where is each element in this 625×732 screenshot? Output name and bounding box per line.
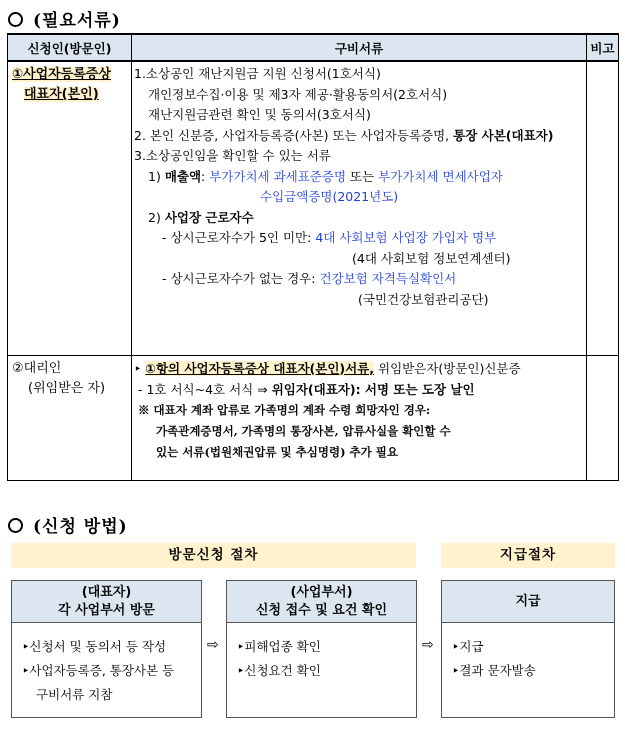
remarks-cell — [587, 61, 619, 355]
list-item: ‣신청요건 확인 — [237, 663, 321, 678]
doc-line: - 1호 서식~4호 서식 ⇒ 위임자(대표자): 서명 또는 도장 날인 — [138, 381, 475, 397]
note-line: 가족관계증명서, 가족명의 통장사본, 압류사실을 확인할 수 — [156, 423, 451, 438]
section-title-application-method: (신청 방법) — [8, 512, 128, 537]
right-arrow-icon: ⇨ — [422, 637, 434, 653]
step-body — [12, 623, 201, 707]
header-documents: 구비서류 — [132, 34, 587, 61]
doc-line: - 상시근로자수가 5인 미만: 4대 사회보험 사업장 가입자 명부 — [162, 230, 497, 245]
doc-line: ‣ ①항의 사업자등록증상 대표자(본인)서류, 위임받은자(방문인)신분증 — [134, 360, 521, 376]
documents-cell-agent — [132, 355, 587, 480]
doc-line: (국민건강보험관리공단) — [358, 291, 489, 307]
header-applicant: 신청인(방문인) — [8, 34, 132, 61]
applicant-cell-agent: ②대리인 (위임받은 자) — [8, 355, 132, 480]
list-item: 구비서류 지참 — [36, 687, 113, 702]
doc-line: - 상시근로자수가 없는 경우: 건강보험 자격득실확인서 — [162, 271, 457, 286]
required-documents-table — [7, 33, 619, 481]
remarks-cell — [587, 355, 619, 480]
step-header: (대표자) 각 사업부서 방문 — [12, 581, 201, 623]
doc-line: 2) 사업장 근로자수 — [148, 209, 254, 225]
doc-line: 2. 본인 신분증, 사업자등록증(사본) 또는 사업자등록증명, 통장 사본(대표자) — [134, 127, 554, 143]
procedure-step-review — [226, 580, 417, 718]
section-title-required-documents: (필요서류) — [8, 6, 121, 31]
payment-procedure-banner: 지급절차 — [441, 543, 615, 568]
step-body — [442, 623, 614, 683]
doc-line: 1.소상공인 재난지원금 지원 신청서(1호서식) — [134, 66, 381, 81]
procedure-step-payment — [441, 580, 615, 718]
step-header: (사업부서) 신청 접수 및 요건 확인 — [227, 581, 416, 623]
list-item: ‣지급 — [452, 639, 484, 654]
note-line: ※ 대표자 계좌 압류로 가족명의 계좌 수령 희망자인 경우: — [138, 402, 431, 417]
list-item: ‣신청서 및 동의서 등 작성 — [22, 639, 167, 654]
procedure-step-visit — [11, 580, 202, 718]
doc-line: 3.소상공인임을 확인할 수 있는 서류 — [134, 148, 331, 163]
doc-line: 수입금액증명(2021년도) — [260, 189, 399, 204]
doc-line: 개인정보수집·이용 및 제3자 제공·활용동의서(2호서식) — [148, 86, 448, 102]
table-header-row — [8, 34, 619, 61]
step-header: 지급 — [442, 581, 614, 623]
table-row — [8, 61, 619, 355]
right-arrow-icon: ⇨ — [207, 637, 219, 653]
applicant-cell-owner: ①사업자등록증상 대표자(본인) — [8, 61, 132, 355]
list-item: ‣결과 문자발송 — [452, 663, 536, 678]
documents-cell-owner — [132, 61, 587, 355]
doc-line: (4대 사회보험 정보연계센터) — [352, 250, 511, 266]
circle-bullet-icon — [8, 518, 23, 533]
header-remarks: 비고 — [587, 34, 619, 61]
circle-bullet-icon — [8, 12, 23, 27]
table-row — [8, 355, 619, 480]
note-line: 있는 서류(법원채권압류 및 추심명령) 추가 필요 — [156, 444, 398, 459]
doc-line: 재난지원금관련 확인 및 동의서(3호서식) — [148, 107, 371, 122]
list-item: ‣사업자등록증, 통장사본 등 — [22, 663, 175, 678]
doc-line: 1) 매출액: 부가가치세 과세표준증명 또는 부가가치세 면세사업자 — [148, 168, 503, 184]
step-body — [227, 623, 416, 683]
list-item: ‣피해업종 확인 — [237, 639, 321, 654]
visit-procedure-banner: 방문신청 절차 — [11, 543, 416, 568]
